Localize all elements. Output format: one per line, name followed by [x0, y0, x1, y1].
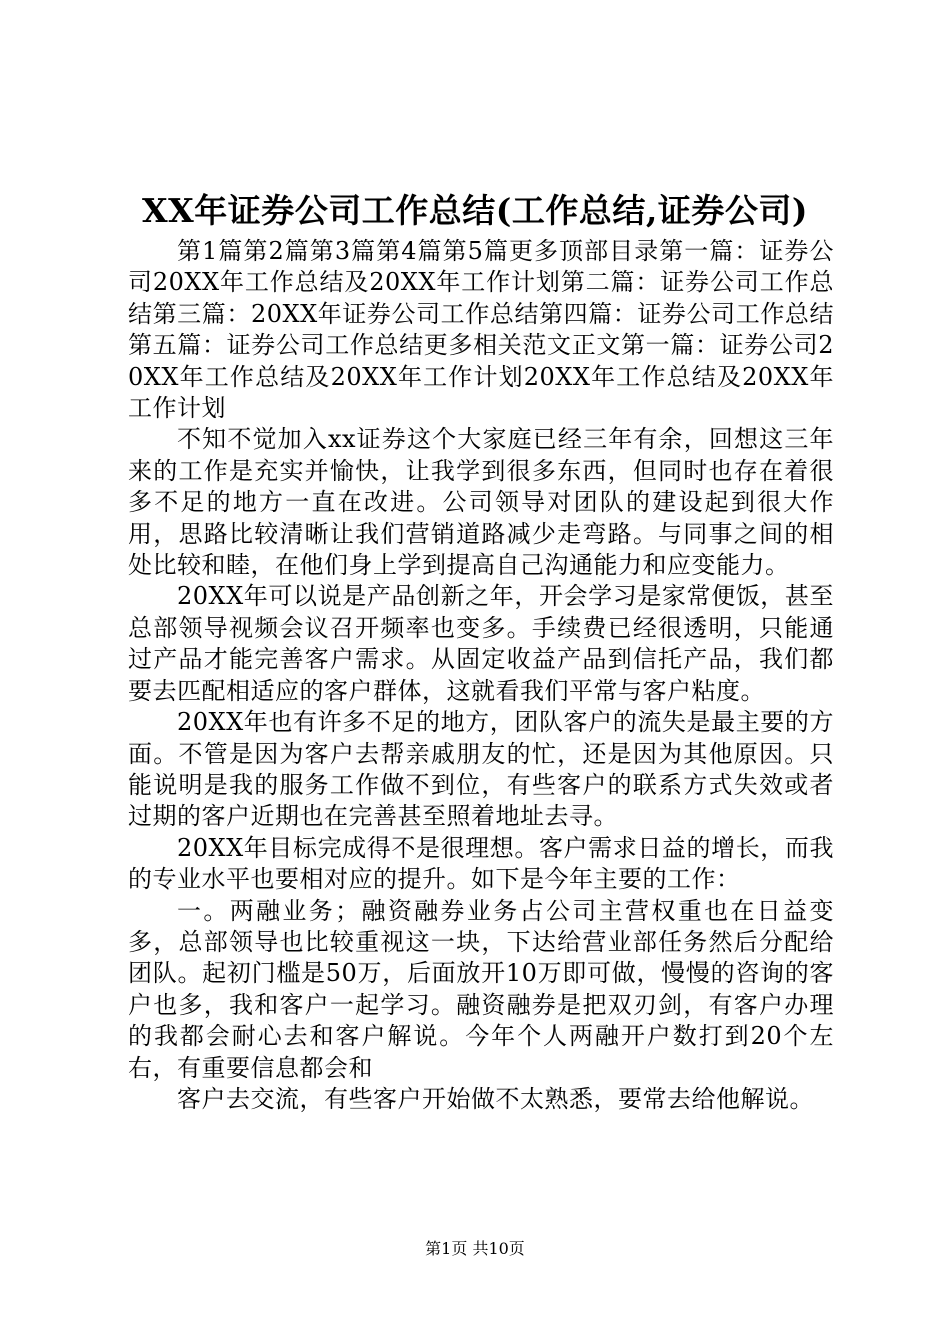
paragraph-toc: 第1篇第2篇第3篇第4篇第5篇更多顶部目录第一篇：证券公司20XX年工作总结及20XX年工作计划第二篇：证券公司工作总结第三篇：20XX年证券公司工作总结第四篇：证券公司工作总结第五篇：证券公司工作总结更多相关范文正文第一篇：证券公司20XX年工作总结及20XX年工作计划20XX年工作总结及20XX年工作计划 — [128, 237, 834, 423]
paragraph-margin-trading: 一。两融业务；融资融券业务占公司主营权重也在日益变多，总部领导也比较重视这一块，下达给营业部任务然后分配给团队。起初门槛是50万，后面放开10万即可做，慢慢的咨询的客户也多，我和客户一起学习。融资融券是把双刃剑，有客户办理的我都会耐心去和客户解说。今年个人两融开户数打到20个左右，有重要信息都会和 — [128, 896, 834, 1082]
document-body — [128, 236, 834, 1115]
paragraph-goals: 20XX年目标完成得不是很理想。客户需求日益的增长，而我的专业水平也要相对应的提升。如下是今年主要的工作： — [128, 833, 834, 894]
paragraph-product-innovation: 20XX年可以说是产品创新之年，开会学习是家常便饭，甚至总部领导视频会议召开频率也变多。手续费已经很透明，只能通过产品才能完善客户需求。从固定收益产品到信托产品，我们都要去匹配相适应的客户群体，这就看我们平常与客户粘度。 — [128, 582, 834, 705]
document-title: XX年证券公司工作总结(工作总结,证券公司) — [142, 191, 808, 230]
paragraph-client-communication: 客户去交流，有些客户开始做不太熟悉，要常去给他解说。 — [177, 1084, 814, 1113]
paragraph-shortcomings: 20XX年也有许多不足的地方，团队客户的流失是最主要的方面。不管是因为客户去帮亲戚朋友的忙，还是因为其他原因。只能说明是我的服务工作做不到位，有些客户的联系方式失效或者过期的客户近期也在完善甚至照着地址去寻。 — [128, 708, 834, 831]
paragraph-intro: 不知不觉加入xx证券这个大家庭已经三年有余，回想这三年来的工作是充实并愉快，让我学到很多东西，但同时也存在着很多不足的地方一直在改进。公司领导对团队的建设起到很大作用，思路比较清晰让我们营销道路减少走弯路。与同事之间的相处比较和睦，在他们身上学到提高自己沟通能力和应变能力。 — [128, 425, 834, 580]
page-number-footer: 第1页 共10页 — [425, 1239, 525, 1258]
